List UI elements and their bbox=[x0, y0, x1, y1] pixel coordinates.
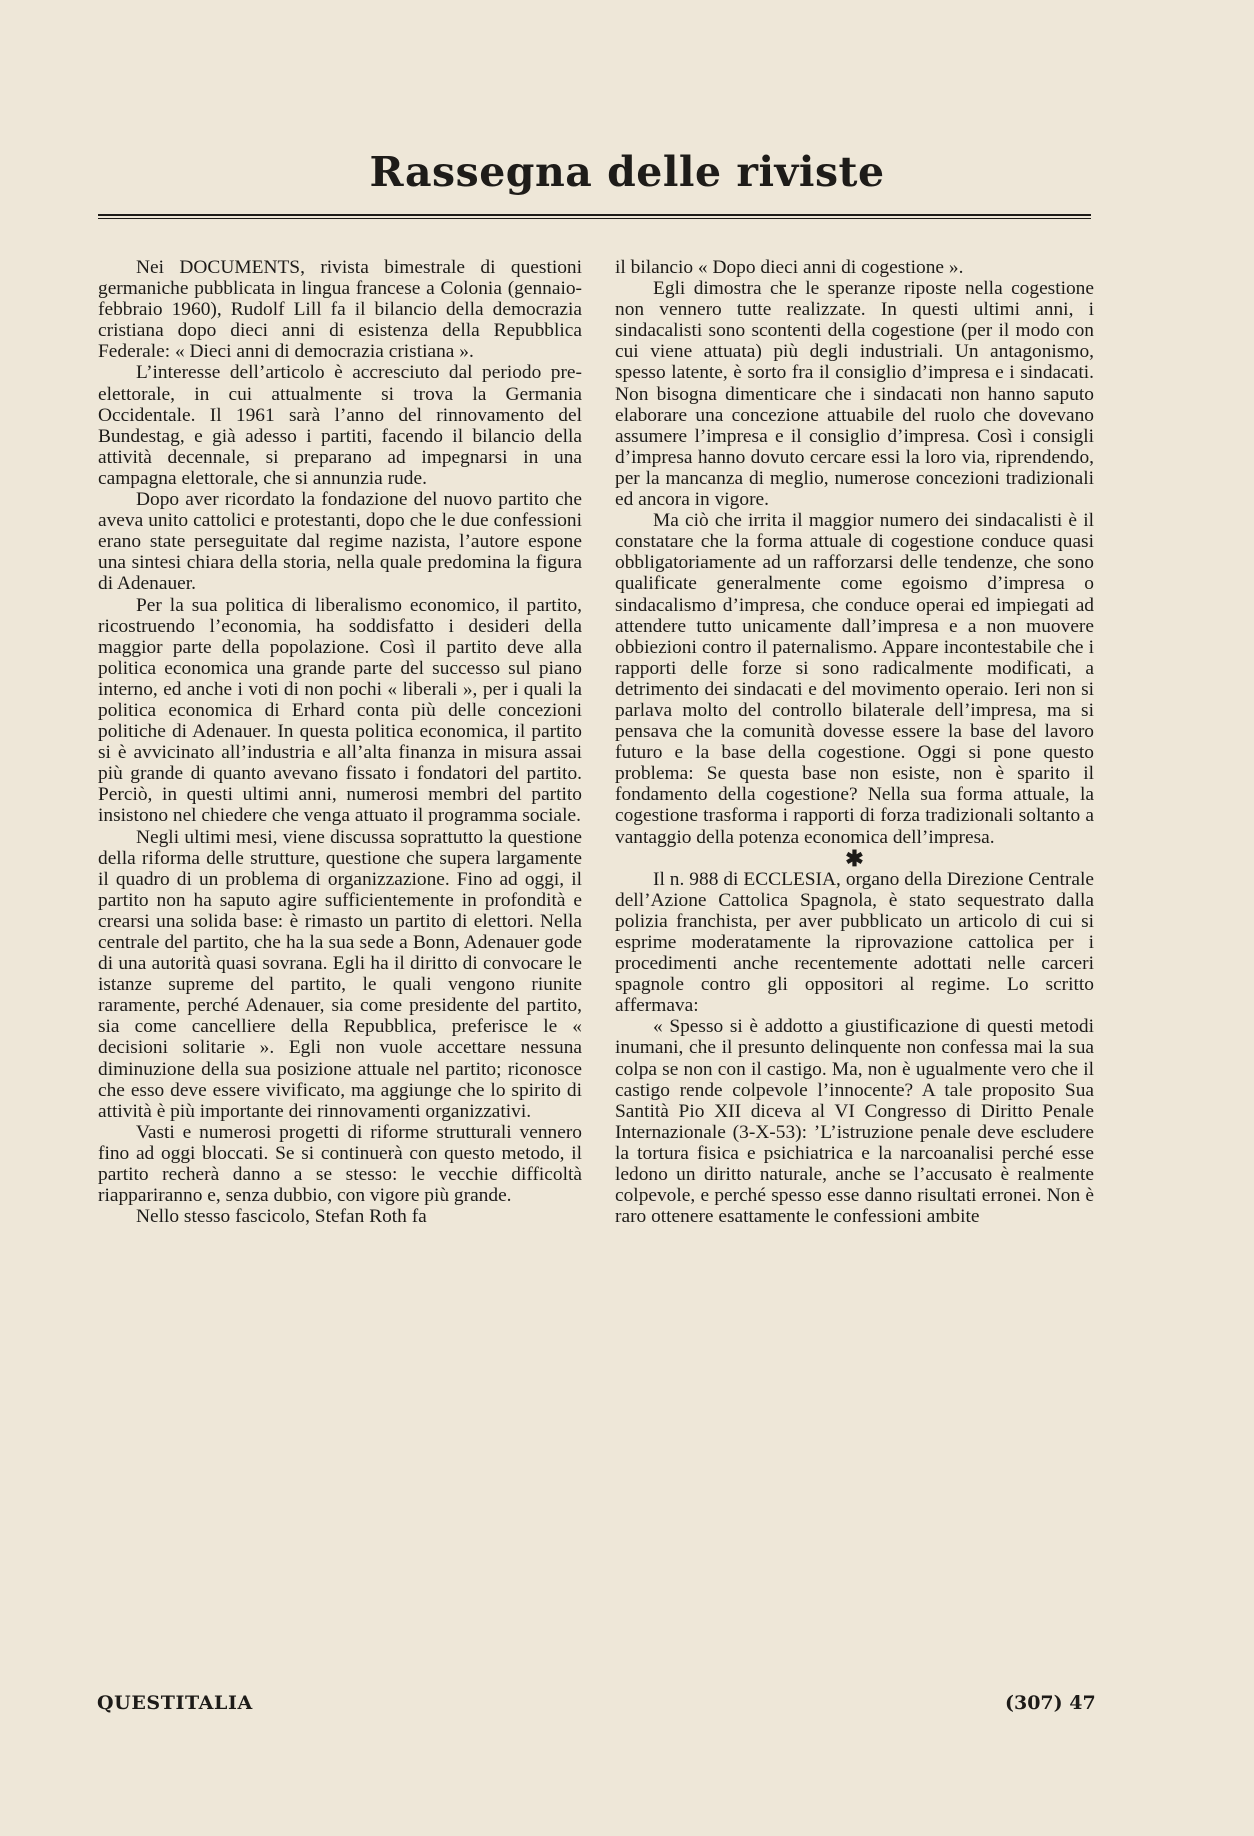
body-paragraph: L’interesse dell’articolo è accresciuto dal periodo pre-elettorale, in cui attualmente si trova la Germania Occidentale. Il 1961 sarà l’anno del rinnovamento del Bundestag, e già adesso i partiti, facendo il bilancio della attività decennale, si preparano ad impegnarsi in una campagna elettorale, che si annunzia rude. bbox=[98, 362, 582, 489]
footer-publication: QUESTITALIA bbox=[97, 1692, 253, 1714]
body-paragraph: Nello stesso fascicolo, Stefan Roth fa bbox=[136, 1206, 427, 1228]
body-paragraph: Per la sua politica di liberalismo economico, il partito, ricostruendo l’economia, ha soddisfatto i desideri della maggior parte della popolazione. Così il partito deve alla politica economica una grande parte del successo sul piano interno, ed anche i voti di non pochi « liberali », per i quali la politica economica di Erhard conta più delle concezioni politiche di Adenauer. In questa politica economica, il partito si è avvicinato all’industria e all’alta finanza in misura assai più grande di quanto avevano fissato i fondatori del partito. Perciò, in questi ultimi anni, numerosi membri del partito insistono nel chiedere che venga attuato il programma sociale. bbox=[98, 594, 582, 827]
left-column bbox=[98, 257, 582, 1227]
body-paragraph: Ma ciò che irrita il maggior numero dei sindacalisti è il constatare che la forma attuale di cogestione conduce quasi obbligatoriamente ad un rafforzarsi delle tendenze, che sono qualificate generalmente come egoismo d’impresa o sindacalismo d’impresa, che conduce operai ed impiegati ad attendere tutto unicamente dall’impresa e a non muovere obbiezioni contro il paternalismo. Appare incontestabile che i rapporti delle forze si sono radicalmente modificati, a detrimento dei sindacati e del movimento operaio. Ieri non si parlava molto del controllo bilaterale dell’impresa, ma si pensava che la comunità dovesse essere la base del lavoro futuro e la base della cogestione. Oggi si pone questo problema: Se questa base non esiste, non è sparito il fondamento della cogestione? Nella sua forma attuale, la cogestione trasforma i rapporti di forza tradizionali soltanto a vantaggio della potenza economica dell’impresa. bbox=[615, 510, 1094, 848]
section-separator-star: ✱ bbox=[845, 845, 864, 871]
right-column bbox=[615, 257, 1094, 1227]
body-paragraph: Nei DOCUMENTS, rivista bimestrale di questioni germaniche pubblicata in lingua francese a Colonia (gennaio-febbraio 1960), Rudolf Lill fa il bilancio della democrazia cristiana dopo dieci anni di esistenza della Repubblica Federale: « Dieci anni di democrazia cristiana ». bbox=[98, 257, 582, 363]
body-paragraph: Vasti e numerosi progetti di riforme strutturali vennero fino ad oggi bloccati. Se si continuerà con questo metodo, il partito recherà danno a se stesso: le vecchie difficoltà riappariranno e, senza dubbio, con vigore più grande. bbox=[98, 1121, 582, 1207]
title-rule-top bbox=[98, 214, 1091, 216]
body-paragraph: il bilancio « Dopo dieci anni di cogestione ». bbox=[615, 257, 964, 278]
footer-page-number: (307) 47 bbox=[1005, 1692, 1096, 1714]
body-paragraph: « Spesso si è addotto a giustificazione di questi metodi inumani, che il presunto delinquente non confessa mai la sua colpa se non con il castigo. Ma, non è ugualmente vero che il castigo rende colpevole l’innocente? A tale proposito Sua Santità Pio XII diceva al VI Congresso di Diritto Penale Internazionale (3-X-53): ’L’istruzione penale deve escludere la tortura fisica e psichiatrica e la narcoanalisi perché esse ledono un diritto naturale, anche se l’accusato è realmente colpevole, e perché spesso esse danno risultati erronei. Non è raro ottenere esattamente le confessioni ambite bbox=[615, 1016, 1094, 1228]
body-paragraph: Negli ultimi mesi, viene discussa soprattutto la questione della riforma delle strutture, questione che supera largamente il quadro di un problema di organizzazione. Fino ad oggi, il partito non ha saputo agire sufficientemente in profondità e crearsi una solida base: è rimasto un partito di elettori. Nella centrale del partito, che ha la sua sede a Bonn, Adenauer gode di una autorità quasi sovrana. Egli ha il diritto di convocare le istanze supreme del partito, le quali vengono riunite raramente, perché Adenauer, sia come presidente del partito, sia come cancelliere della Repubblica, preferisce le « decisioni solitarie ». Egli non vuole accettare nessuna diminuzione della sua posizione attuale nel partito; riconosce che esso deve essere vivificato, ma aggiunge che lo spirito di attività è più importante dei rinnovamenti organizzativi. bbox=[98, 826, 582, 1122]
body-paragraph: Egli dimostra che le speranze riposte nella cogestione non vennero tutte realizzate. In questi ultimi anni, i sindacalisti sono scontenti della cogestione (per il modo con cui viene attuata) più degli industriali. Un antagonismo, spesso latente, è sorto fra il consiglio d’impresa e i sindacati. Non bisogna dimenticare che i sindacati non hanno saputo elaborare una concezione attuabile del ruolo che dovevano assumere l’impresa e il consiglio d’impresa. Così i consigli d’impresa hanno dovuto cercare essi la loro via, riprendendo, per la mancanza di meglio, numerose concezioni tradizionali ed ancora in vigore. bbox=[615, 278, 1094, 511]
body-paragraph: Il n. 988 di ECCLESIA, organo della Direzione Centrale dell’Azione Cattolica Spagnola, è stato sequestrato dalla polizia franchista, per aver pubblicato un articolo di cui si esprime moderatamente la riprovazione cattolica per i procedimenti anche recentemente adottati nelle carceri spagnole contro gli oppositori al regime. Lo scritto affermava: bbox=[615, 868, 1094, 1017]
page-title: Rassegna delle riviste bbox=[369, 148, 885, 196]
body-paragraph: Dopo aver ricordato la fondazione del nuovo partito che aveva unito cattolici e protestanti, dopo che le due confessioni erano state perseguitate dal regime nazista, l’autore espone una sintesi chiara della storia, nella quale predomina la figura di Adenauer. bbox=[98, 489, 582, 595]
title-rule-bottom bbox=[98, 218, 1091, 219]
